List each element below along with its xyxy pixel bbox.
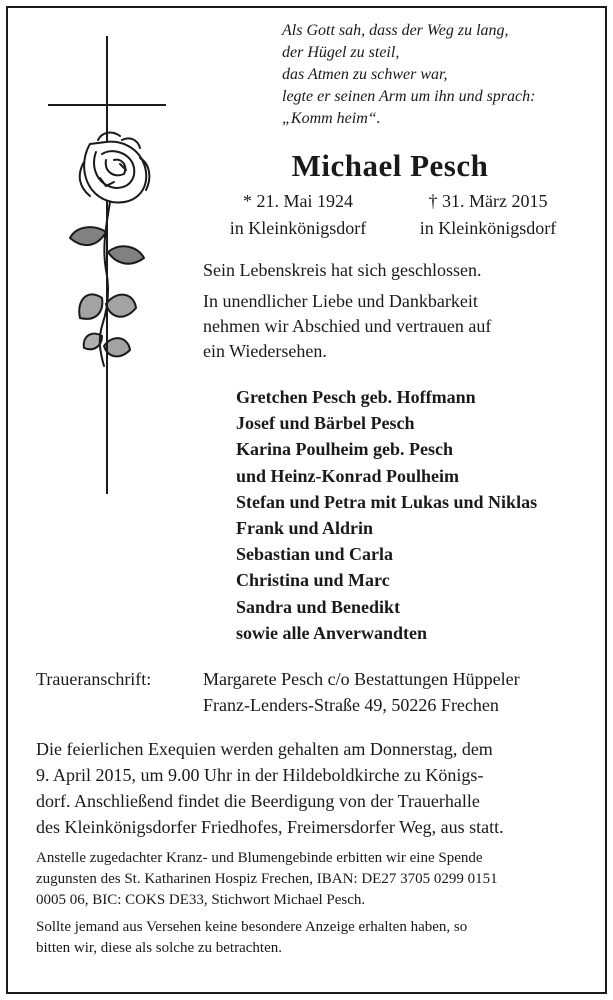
service-line-text: Die feierlichen Exequien werden gehalten am Donnerstag, dem (36, 739, 493, 759)
cross-with-rose-icon (40, 36, 180, 496)
poem-line: das Atmen zu schwer war, (282, 66, 448, 83)
mourner: Karina Poulheim geb. Pesch (236, 439, 453, 460)
notes (36, 848, 578, 959)
mourner: sowie alle Anverwandten (236, 622, 427, 643)
service-line (36, 736, 578, 762)
mourner: Christina und Marc (236, 570, 390, 591)
deceased-name: Michael Pesch (291, 148, 489, 183)
notice-line: bitten wir, diese als solche zu betrachten. (36, 940, 282, 956)
service-line: 9. April 2015, um 9.00 Uhr in der Hildeboldkirche zu Königs- (36, 765, 484, 785)
poem-line: legte er seinen Arm um ihn und sprach: (282, 88, 536, 105)
intro-text (203, 258, 593, 364)
notice-line: Sollte jemand aus Versehen keine besondere Anzeige erhalten haben, so (36, 919, 468, 935)
mourner: und Heinz-Konrad Poulheim (236, 465, 460, 486)
birth-date: * 21. Mai 1924 (243, 191, 353, 211)
intro-line: Sein Lebenskreis hat sich geschlossen. (203, 260, 482, 280)
address-line: Margarete Pesch c/o Bestattungen Hüppeler (203, 669, 520, 689)
mourner: Stefan und Petra mit Lukas und Niklas (236, 491, 538, 512)
intro-line: nehmen wir Abschied und vertrauen auf (203, 316, 492, 336)
intro-line: ein Wiedersehen. (203, 341, 327, 361)
cross-icon (48, 36, 166, 494)
address-line: Franz-Lenders-Straße 49, 50226 Frechen (203, 695, 499, 715)
poem-line: Als Gott sah, dass der Weg zu lang, (282, 22, 509, 39)
mourners-list (236, 384, 596, 646)
donation-line: zugunsten des St. Katharinen Hospiz Frechen, IBAN: DE27 3705 0299 0151 (36, 871, 498, 887)
intro-line: In unendlicher Liebe und Dankbarkeit (203, 291, 478, 311)
mourner: Sandra und Benedikt (236, 596, 401, 617)
mourner: Gretchen Pesch geb. Hoffmann (236, 387, 476, 407)
poem-line: der Hügel zu steil, (282, 44, 400, 61)
birth-info (208, 188, 388, 242)
address-label: Traueranschrift: (36, 669, 152, 689)
poem-line: „Komm heim“. (282, 110, 381, 127)
funeral-service-text (36, 736, 578, 840)
poem (282, 20, 602, 130)
service-line: dorf. Anschließend findet die Beerdigung von der Trauerhalle (36, 791, 480, 811)
rose-icon (70, 133, 149, 366)
mourner: Frank und Aldrin (236, 518, 374, 539)
mourner: Josef und Bärbel Pesch (236, 413, 415, 434)
mourner: Sebastian und Carla (236, 544, 394, 565)
donation-line: 0005 06, BIC: COKS DE33, Stichwort Michael Pesch. (36, 892, 366, 908)
death-place: in Kleinkönigsdorf (419, 218, 557, 238)
death-date: † 31. März 2015 (428, 191, 548, 211)
death-info (398, 188, 578, 242)
birth-place: in Kleinkönigsdorf (229, 218, 367, 238)
service-line: des Kleinkönigsdorfer Friedhofes, Freimersdorfer Weg, aus statt. (36, 817, 504, 837)
donation-line: Anstelle zugedachter Kranz- und Blumengebinde erbitten wir eine Spende (36, 850, 483, 866)
